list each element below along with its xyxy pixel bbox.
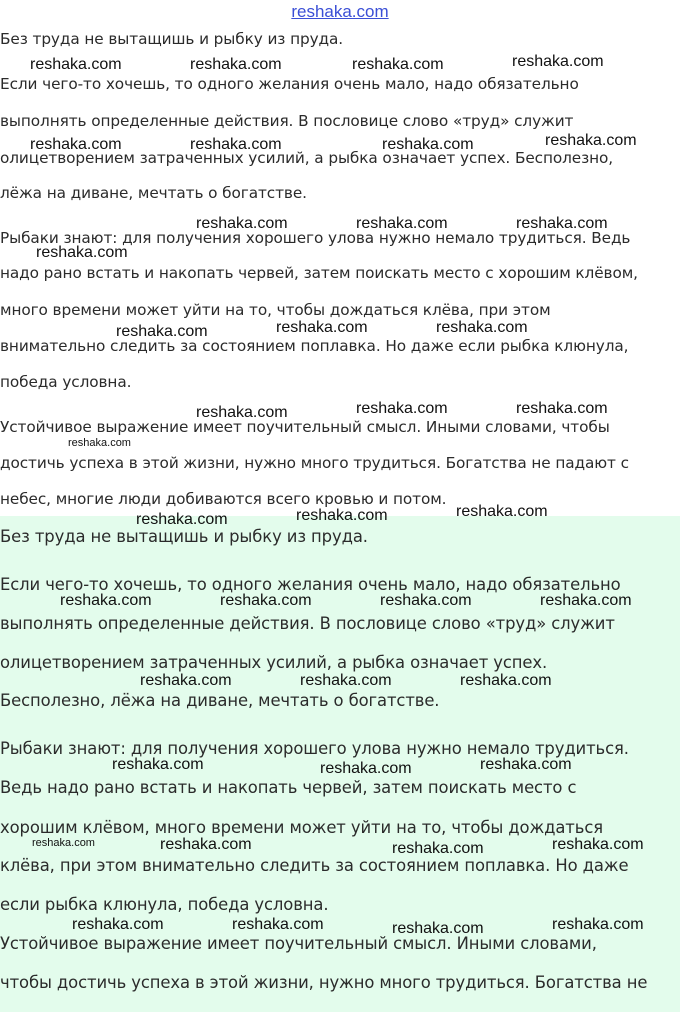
text-line: выполнять определенные действия. В пословице слово «труд» служит	[0, 112, 574, 130]
watermark: reshaka.com	[392, 840, 484, 857]
watermark: reshaka.com	[68, 437, 131, 449]
text-line: хорошим клёвом, много времени может уйти на то, чтобы дождаться	[0, 818, 603, 837]
watermark: reshaka.com	[320, 760, 412, 777]
text-line: Рыбаки знают: для получения хорошего улова нужно немало трудиться.	[0, 739, 629, 758]
watermark: reshaka.com	[356, 400, 448, 417]
text-line: Устойчивое выражение имеет поучительный смысл. Иными словами, чтобы	[0, 418, 610, 436]
watermark: reshaka.com	[112, 756, 204, 773]
watermark: reshaka.com	[382, 136, 474, 153]
watermark: reshaka.com	[30, 136, 122, 153]
text-line: чтобы достичь успеха в этой жизни, нужно много трудиться. Богатства не	[0, 973, 648, 992]
text-line: небес, многие люди добиваются всего кровью и потом.	[0, 490, 447, 508]
watermark: reshaka.com	[72, 916, 164, 933]
watermark: reshaka.com	[196, 404, 288, 421]
watermark: reshaka.com	[512, 53, 604, 70]
text-line: достичь успеха в этой жизни, нужно много трудиться. Богатства не падают с	[0, 454, 629, 472]
text-line: олицетворением затраченных усилий, а рыбка означает успех. Бесполезно,	[0, 149, 614, 167]
watermark: reshaka.com	[436, 319, 528, 336]
site-link[interactable]: reshaka.com	[291, 2, 389, 21]
text-line: Ведь надо рано встать и накопать червей, затем поискать место с	[0, 778, 577, 797]
text-line: клёва, при этом внимательно следить за состоянием поплавка. Но даже	[0, 856, 629, 875]
text-line: Если чего-то хочешь, то одного желания очень мало, надо обязательно	[0, 75, 579, 93]
watermark: reshaka.com	[552, 836, 644, 853]
text-line: Устойчивое выражение имеет поучительный смысл. Иными словами,	[0, 934, 597, 953]
watermark: reshaka.com	[190, 136, 282, 153]
watermark: reshaka.com	[552, 916, 644, 933]
text-line: Без труда не вытащишь и рыбку из пруда.	[0, 527, 368, 546]
text-line: выполнять определенные действия. В пословице слово «труд» служит	[0, 614, 615, 633]
watermark: reshaka.com	[460, 672, 552, 689]
text-line: Без труда не вытащишь и рыбку из пруда.	[0, 30, 344, 48]
watermark: reshaka.com	[36, 244, 128, 261]
watermark: reshaka.com	[136, 511, 228, 528]
text-line: Бесполезно, лёжа на диване, мечтать о богатстве.	[0, 691, 440, 710]
watermark: reshaka.com	[516, 215, 608, 232]
watermark: reshaka.com	[232, 916, 324, 933]
watermark: reshaka.com	[190, 56, 282, 73]
text-line: много времени может уйти на то, чтобы дождаться клёва, при этом	[0, 301, 551, 319]
watermark: reshaka.com	[456, 503, 548, 520]
watermark: reshaka.com	[392, 920, 484, 937]
watermark: reshaka.com	[60, 592, 152, 609]
watermark: reshaka.com	[140, 672, 232, 689]
watermark: reshaka.com	[516, 400, 608, 417]
watermark: reshaka.com	[380, 592, 472, 609]
text-line: олицетворением затраченных усилий, а рыбка означает успех.	[0, 653, 548, 672]
watermark: reshaka.com	[545, 132, 637, 149]
watermark: reshaka.com	[160, 836, 252, 853]
text-line: Рыбаки знают: для получения хорошего улова нужно немало трудиться. Ведь	[0, 229, 631, 247]
watermark: reshaka.com	[540, 592, 632, 609]
watermark: reshaka.com	[356, 215, 448, 232]
watermark: reshaka.com	[196, 215, 288, 232]
site-header	[0, 0, 680, 24]
watermark: reshaka.com	[352, 56, 444, 73]
watermark: reshaka.com	[300, 672, 392, 689]
text-line: Если чего-то хочешь, то одного желания очень мало, надо обязательно	[0, 575, 621, 594]
watermark: reshaka.com	[296, 507, 388, 524]
text-line: лёжа на диване, мечтать о богатстве.	[0, 184, 307, 202]
watermark: reshaka.com	[276, 319, 368, 336]
watermark: reshaka.com	[30, 56, 122, 73]
watermark: reshaka.com	[480, 756, 572, 773]
watermark: reshaka.com	[220, 592, 312, 609]
text-line: если рыбка клюнула, победа условна.	[0, 895, 329, 914]
text-line: победа условна.	[0, 373, 132, 391]
watermark: reshaka.com	[32, 837, 95, 849]
text-line: надо рано встать и накопать червей, затем поискать место с хорошим клёвом,	[0, 264, 638, 282]
text-line: внимательно следить за состоянием поплавка. Но даже если рыбка клюнула,	[0, 337, 629, 355]
watermark: reshaka.com	[116, 323, 208, 340]
